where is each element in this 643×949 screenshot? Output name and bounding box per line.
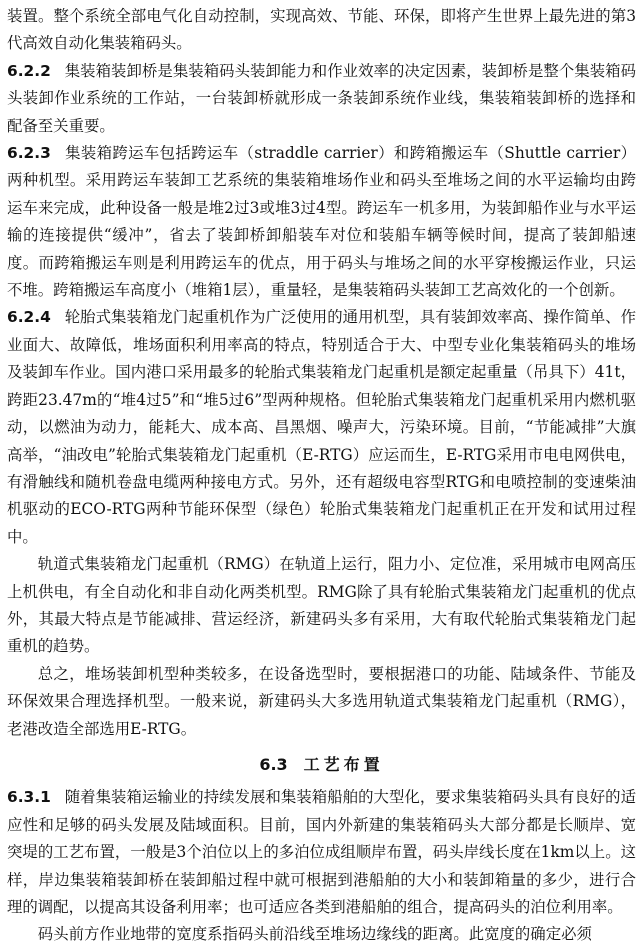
section-heading xyxy=(7,751,636,778)
paragraph-text: 装置。整个系统全部电气化自动控制，实现高效、节能、环保，即将产生世界上最先进的第3代高效自动化集装箱码头。 xyxy=(7,7,636,53)
section-number: 6.3 xyxy=(259,754,288,774)
paragraph-summary xyxy=(7,661,636,743)
clause-number: 6.2.3 xyxy=(7,144,51,163)
paragraph-6-2-3 xyxy=(7,140,636,304)
paragraph-text: 集装箱跨运车包括跨运车（straddle carrier）和跨箱搬运车（Shuttle carrier）两种机型。采用跨运车装卸工艺系统的集装箱堆场作业和码头至堆场之间的水平运输均由跨运车来完成，此种设备一般是堆2过3或堆3过4型。跨运车一机多用，为装卸船作业与水平运输的连接提供“缓冲”，省去了装卸桥卸船装车对位和装船车辆等候时间，提高了装卸船速度。而跨箱搬运车则是利用跨运车的优点，用于码头与堆场之间的水平穿梭搬运作业，只运不堆。跨箱搬运车高度小（堆箱1层），重量轻，是集装箱码头装卸工艺高效化的一个创新。 xyxy=(7,144,636,300)
paragraph-text: 随着集装箱运输业的持续发展和集装箱船舶的大型化，要求集装箱码头具有良好的适应性和足够的码头发展及陆域面积。目前，国内外新建的集装箱码头大部分都是长顺岸、宽突堤的工艺布置，一般是3个泊位以上的多泊位成组顺岸布置，码头岸线长度在1km以上。这样，岸边集装箱装卸桥在装卸船过程中就可根据到港船舶的大小和装卸箱量的多少，进行合理的调配，以提高其设备利用率；也可适应各类到港船舶的组合，提高码头的泊位利用率。 xyxy=(7,788,636,916)
clause-number: 6.2.2 xyxy=(7,61,51,80)
clause-number: 6.2.4 xyxy=(7,308,51,327)
paragraph-6-3-1 xyxy=(7,784,636,921)
paragraph-text: 总之，堆场装卸机型种类较多，在设备选型时，要根据港口的功能、陆域条件、节能及环保效果合理选择机型。一般来说，新建码头大多选用轨道式集装箱龙门起重机（RMG），老港改造全部选用E-RTG。 xyxy=(7,664,636,738)
paragraph-rmg xyxy=(7,551,636,661)
section-title: 工艺布置 xyxy=(303,754,384,774)
paragraph-text: 集装箱装卸桥是集装箱码头装卸能力和作业效率的决定因素，装卸桥是整个集装箱码头装卸作业系统的工作站，一台装卸桥就形成一条装卸系统作业线，集装箱装卸桥的选择和配备至关重要。 xyxy=(7,61,636,135)
paragraph-text: 轮胎式集装箱龙门起重机作为广泛使用的通用机型，具有装卸效率高、操作简单、作业面大、故障低，堆场面积利用率高的特点，特别适合于大、中型专业化集装箱码头的堆场及装卸车作业。国内港口采用最多的轮胎式集装箱龙门起重机是额定起重量（吊具下）41t，跨距23.47m的“堆4过5”和“堆5过6”型两种规格。但轮胎式集装箱龙门起重机采用内燃机驱动，以燃油为动力，能耗大、成本高、昌黑烟、噪声大，污染环境。目前，“节能减排”大旗高举，“油改电”轮胎式集装箱龙门起重机（E-RTG）应运而生，E-RTG采用市电电网供电，有滑触线和随机卷盘电缆两种接电方式。另外，还有超级电容型RTG和电喷控制的变速柴油机驱动的ECO-RTG两种节能环保型（绿色）轮胎式集装箱龙门起重机正在开发和试用过程中。 xyxy=(7,308,636,546)
document-page xyxy=(7,3,636,949)
paragraph-6-2-2 xyxy=(7,58,636,140)
paragraph-intro-continuation xyxy=(7,3,636,58)
clause-number: 6.3.1 xyxy=(7,788,51,807)
paragraph-text: 轨道式集装箱龙门起重机（RMG）在轨道上运行，阻力小、定位准，采用城市电网高压上机供电，有全自动化和非自动化两类机型。RMG除了具有轮胎式集装箱龙门起重机的优点外，其最大特点是节能减排、营运经济，新建码头多有采用，大有取代轮胎式集装箱龙门起重机的趋势。 xyxy=(7,555,636,656)
paragraph-6-2-4 xyxy=(7,304,636,551)
paragraph-text: 码头前方作业地带的宽度系指码头前沿线至堆场边缘线的距离。此宽度的确定必须 xyxy=(37,925,592,944)
paragraph-front-zone xyxy=(7,921,636,948)
